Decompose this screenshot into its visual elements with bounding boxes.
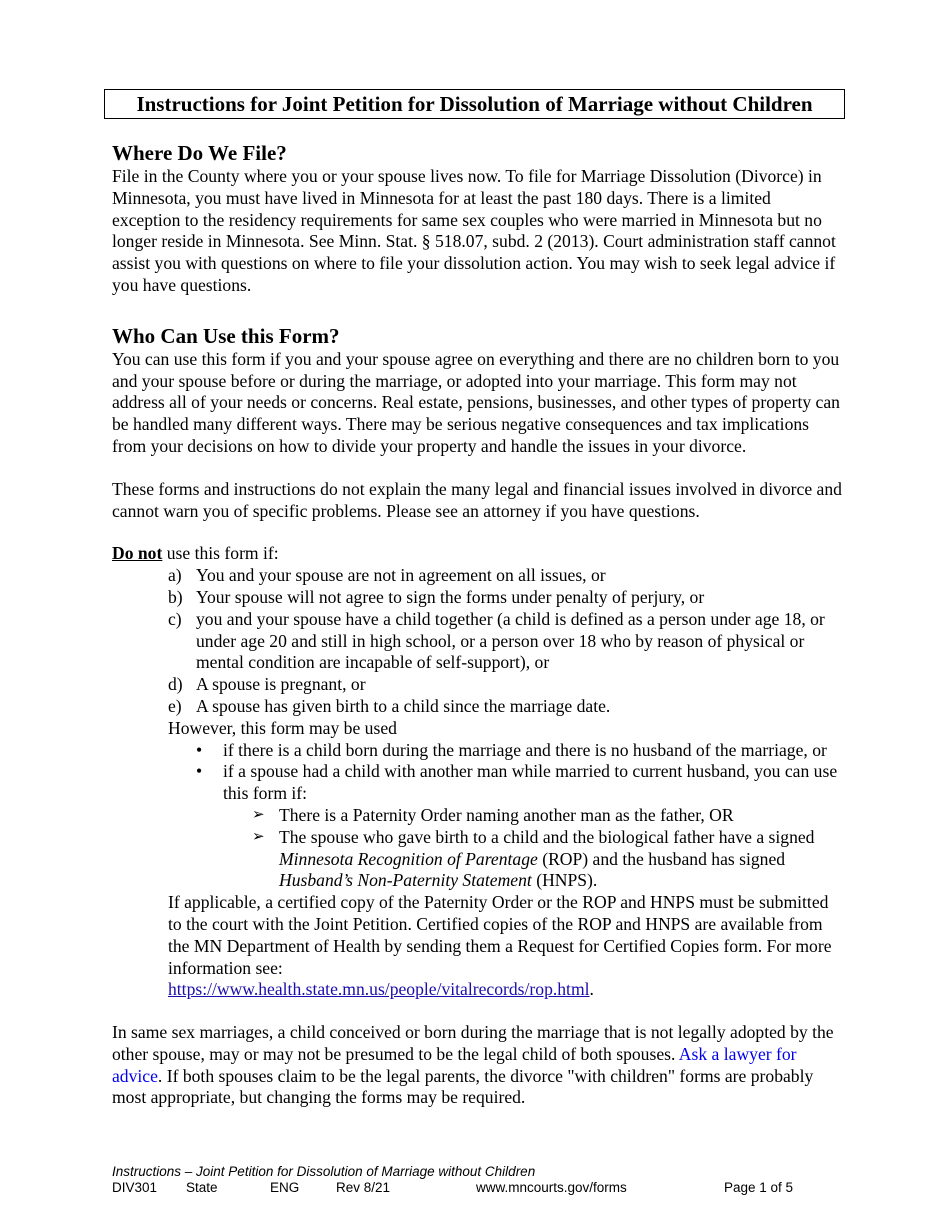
footer-state: State [186, 1180, 218, 1195]
list-item: • if a spouse had a child with another man while married to current husband, you can use this form if: [196, 761, 838, 804]
arrow-bullet-icon: ➢ [252, 806, 265, 823]
do-not-use-intro [112, 543, 842, 565]
bullet-icon: • [196, 739, 203, 760]
footer-form-id: DIV301 [112, 1180, 158, 1195]
do-not-emphasis: Do not [112, 543, 163, 564]
however-text: However, this form may be used [168, 717, 397, 738]
list-item: e) A spouse has given birth to a child since the marriage date. [168, 695, 611, 716]
section-heading-who-can-use: Who Can Use this Form? [112, 323, 340, 348]
footer-title: Instructions – Joint Petition for Dissolution of Marriage without Children [112, 1164, 536, 1179]
arrow-list [252, 805, 842, 892]
list-item: d) A spouse is pregnant, or [168, 674, 366, 695]
conditions-list [168, 565, 842, 718]
footer-revision: Rev 8/21 [336, 1180, 391, 1195]
page-title: Instructions for Joint Petition for Dissolution of Marriage without Children [104, 89, 845, 119]
page-footer [112, 1164, 852, 1195]
same-sex-paragraph: In same sex marriages, a child conceived or born during the marriage that is not legally adopted by the other spouse, may or may not be presumed to be the legal child of both spouses. Ask a lawyer for advice. If both spouses claim to be the legal parents, the divorce "with children" forms are probably most appropriate, but changing the forms may be required. [112, 1022, 834, 1108]
disclaimer-paragraph: These forms and instructions do not explain the many legal and financial issues involved in divorce and cannot warn you of specific problems. Please see an attorney if you have questions. [112, 478, 842, 521]
where-to-file-paragraph: File in the County where you or your spouse lives now. To file for Marriage Dissolution (Divorce) in Minnesota, you must have lived in Minnesota for at least the past 180 days. There is a limited exception to the residency requirements for same sex couples who were married in Minnesota but no longer reside in Minnesota. See Minn. Stat. § 518.07, subd. 2 (2013). Court administration staff cannot assist you with questions on where to file your dissolution action. You may wish to seek legal advice if you have questions. [112, 166, 836, 295]
footer-language: ENG [270, 1180, 300, 1195]
who-can-use-paragraph: You can use this form if you and your spouse agree on everything and there are no children born to you and your spouse before or during the marriage, or adopted into your marriage. This form may not address all of your needs or concerns. Real estate, pensions, businesses, and other types of property can be handled many different ways. There may be serious negative consequences and tax implications from your decisions on how to divide your property and handle the issues in your divorce. [112, 348, 840, 456]
list-item: a) You and your spouse are not in agreement on all issues, or [168, 565, 606, 586]
document-body [112, 140, 842, 1109]
list-item: c) you and your spouse have a child together (a child is defined as a person under age 18, or under age 20 and still in high school, or a person over 18 who by reason of physical or mental condition are incapable of self-support), or [168, 608, 825, 673]
rop-link[interactable]: https://www.health.state.mn.us/people/vitalrecords/rop.html [168, 979, 590, 1000]
section-heading-where-to-file: Where Do We File? [112, 141, 287, 165]
list-item: • if there is a child born during the marriage and there is no husband of the marriage, or [196, 739, 827, 760]
exception-bullets [196, 740, 842, 805]
list-item: ➢ The spouse who gave birth to a child and the biological father have a signed Minnesota Recognition of Parentage (ROP) and the husband has signed Husband’s Non-Paternity Statement (HNPS). [252, 826, 815, 891]
arrow-bullet-icon: ➢ [252, 828, 265, 845]
ask-lawyer-link[interactable]: Ask a lawyer for advice [112, 1043, 797, 1086]
footer-page-number: Page 1 of 5 [724, 1180, 794, 1195]
footer-website: www.mncourts.gov/forms [476, 1180, 627, 1195]
do-not-use-rest: use this form if: [162, 543, 279, 564]
list-item: b) Your spouse will not agree to sign the forms under penalty of perjury, or [168, 586, 705, 607]
bullet-icon: • [196, 761, 203, 782]
list-item: ➢ There is a Paternity Order naming another man as the father, OR [252, 804, 734, 825]
applicable-paragraph: If applicable, a certified copy of the Paternity Order or the ROP and HNPS must be submitted to the court with the Joint Petition. Certified copies of the ROP and HNPS are available from the MN Department of Health by sending them a Request for Certified Copies form. For more information see: https://www.health.state.mn.us/people/vitalrecords/rop.html. [168, 892, 832, 1000]
